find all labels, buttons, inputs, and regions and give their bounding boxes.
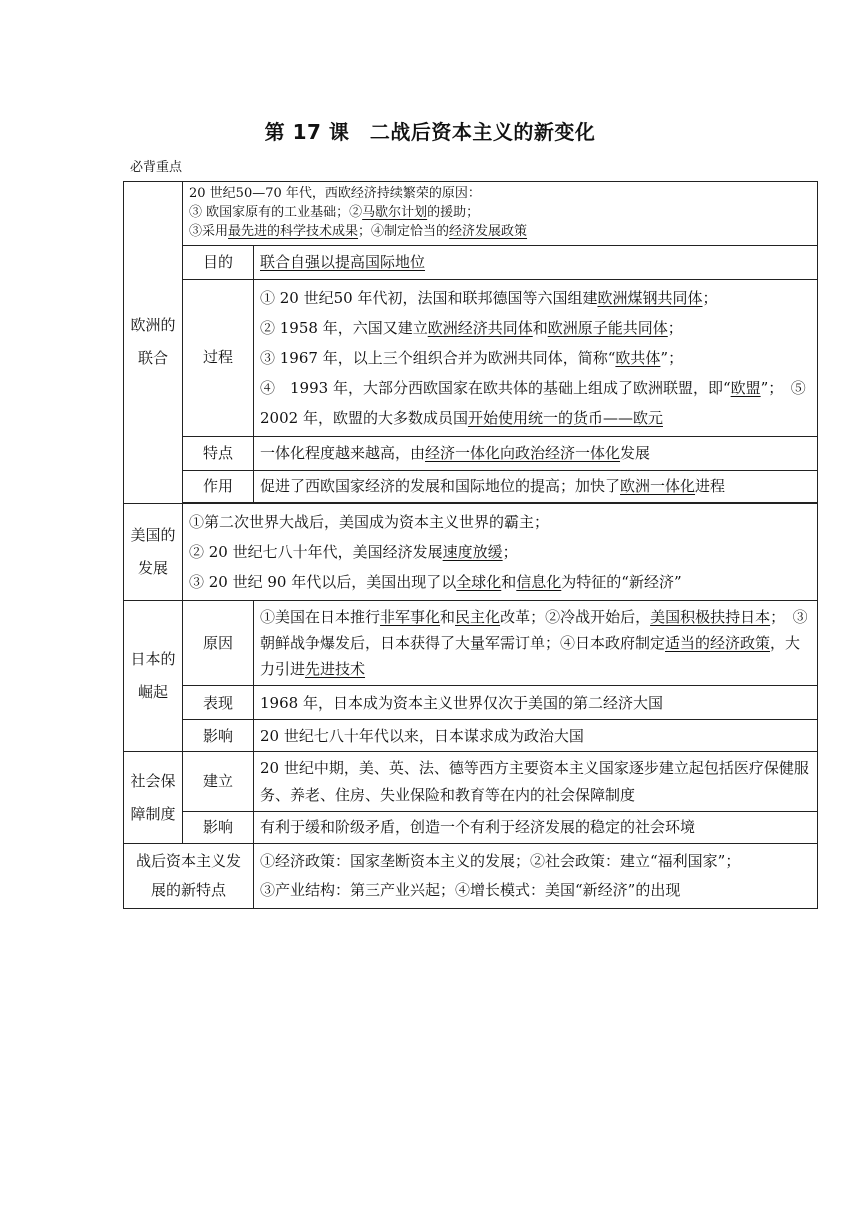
newfeatures-line-2: ③产业结构：第三产业兴起；④增长模式：美国“新经济”的出现 <box>260 881 681 900</box>
category-social: 社会保障制度 <box>124 752 183 844</box>
build-text: 20 世纪中期，美、英、法、德等西方主要资本主义国家逐步建立起包括医疗保健服务、养老、住房、失业保险和教育等在内的社会保障制度 <box>254 752 818 812</box>
europe-intro <box>183 182 818 246</box>
europe-process-row <box>124 279 818 436</box>
label-social-impact: 影响 <box>183 811 254 843</box>
label-goal: 目的 <box>183 245 254 279</box>
japan-show-row <box>124 686 818 720</box>
usa-row <box>124 503 818 600</box>
category-japan: 日本的崛起 <box>124 600 183 752</box>
goal-text: 联合自强以提高国际地位 <box>254 245 818 279</box>
feature-text: 一体化程度越来越高，由经济一体化向政治经济一体化发展 <box>254 436 818 470</box>
process-item-2: ② 1958 年，六国又建立欧洲经济共同体和欧洲原子能共同体； <box>260 318 683 337</box>
europe-effect-row <box>124 470 818 502</box>
label-show: 表现 <box>183 686 254 720</box>
process-item-3: ③ 1967 年，以上三个组织合并为欧洲共同体，简称“欧共体”； <box>260 348 684 367</box>
social-impact-text: 有利于缓和阶级矛盾，创造一个有利于经济发展的稳定的社会环境 <box>254 811 818 843</box>
social-build-row <box>124 752 818 812</box>
label-reason: 原因 <box>183 600 254 686</box>
category-europe: 欧洲的联合 <box>124 182 183 504</box>
japan-reason-row <box>124 600 818 686</box>
usa-line-1: ①第二次世界大战后，美国成为资本主义世界的霸主； <box>189 512 550 531</box>
social-impact-row <box>124 811 818 843</box>
label-feature: 特点 <box>183 436 254 470</box>
label-japan-impact: 影响 <box>183 720 254 752</box>
usa-line-2: ② 20 世纪七八十年代，美国经济发展速度放缓； <box>189 542 518 561</box>
process-item-1: ① 20 世纪50 年代初，法国和联邦德国等六国组建欧洲煤钢共同体； <box>260 288 718 307</box>
process-text <box>254 279 818 436</box>
intro-line-1: 20 世纪50—70 年代，西欧经济持续繁荣的原因： <box>189 186 481 201</box>
intro-line-3: ③采用最先进的科学技术成果；④制定恰当的经济发展政策 <box>189 223 528 239</box>
process-item-4: ④ 1993 年，大部分西欧国家在欧共体的基础上组成了欧洲联盟，即“欧盟”； ⑤ 2002 年，欧盟的大多数成员国开始使用统一的货币——欧元 <box>260 378 806 427</box>
reason-text: ①美国在日本推行非军事化和民主化改革；②冷战开始后，美国积极扶持日本； ③朝鲜战争爆发后，日本获得了大量军需订单；④日本政府制定适当的经济政策，大力引进先进技术 <box>254 600 818 686</box>
newfeatures-text <box>254 843 818 909</box>
page-title: 第 17 课 二战后资本主义的新变化 <box>264 120 596 144</box>
newfeatures-line-1: ①经济政策：国家垄断资本主义的发展；②社会政策：建立“福利国家”； <box>260 851 741 870</box>
europe-intro-row <box>124 182 818 246</box>
europe-goal-row <box>124 245 818 279</box>
label-effect: 作用 <box>183 470 254 502</box>
europe-feature-row <box>124 436 818 470</box>
label-build: 建立 <box>183 752 254 812</box>
usa-text <box>183 503 818 600</box>
japan-impact-text: 20 世纪七八十年代以来，日本谋求成为政治大国 <box>254 720 818 752</box>
label-process: 过程 <box>183 279 254 436</box>
section-subtitle: 必背重点 <box>130 160 183 175</box>
category-usa: 美国的发展 <box>124 503 183 600</box>
newfeatures-row <box>124 843 818 909</box>
summary-table <box>123 181 818 909</box>
category-newfeatures: 战后资本主义发展的新特点 <box>124 843 254 909</box>
show-text: 1968 年，日本成为资本主义世界仅次于美国的第二经济大国 <box>254 686 818 720</box>
japan-impact-row <box>124 720 818 752</box>
usa-line-3: ③ 20 世纪 90 年代以后，美国出现了以全球化和信息化为特征的“新经济” <box>189 572 682 591</box>
effect-text: 促进了西欧国家经济的发展和国际地位的提高；加快了欧洲一体化进程 <box>254 470 818 502</box>
intro-line-2: ③ 欧国家原有的工业基础；②马歇尔计划的援助； <box>189 204 480 220</box>
